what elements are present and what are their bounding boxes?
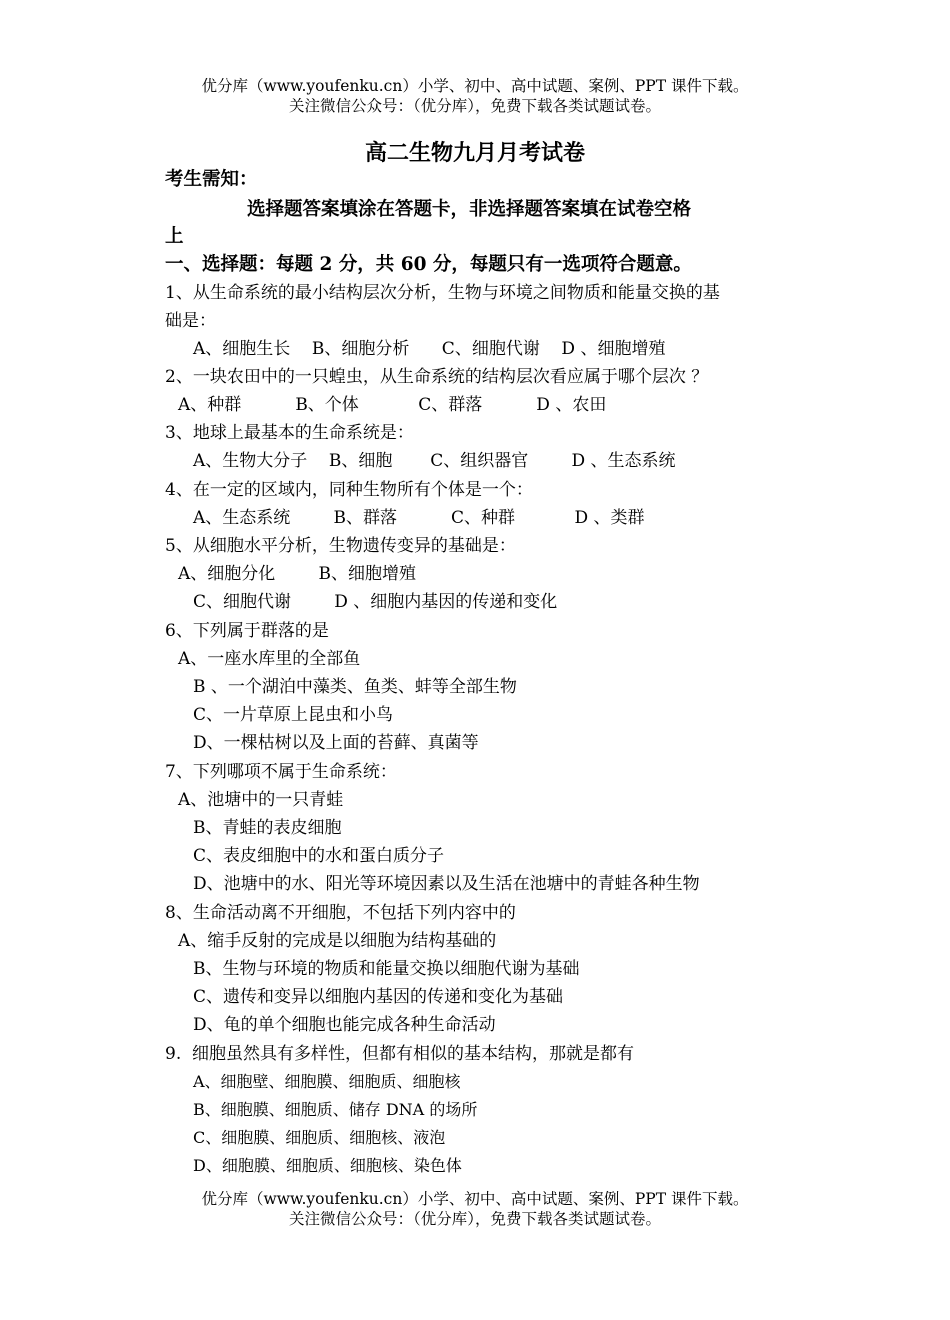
- header-line-2: 关注微信公众号：（优分库），免费下载各类试题试卷。: [288, 97, 661, 115]
- question-option: C、表皮细胞中的水和蛋白质分子: [193, 846, 445, 866]
- question-stem: 3、地球上最基本的生命系统是：: [165, 423, 414, 443]
- question-stem: 1、从生命系统的最小结构层次分析，生物与环境之间物质和能量交换的基: [165, 283, 720, 303]
- footer-line-2: 关注微信公众号：（优分库），免费下载各类试题试卷。: [288, 1210, 661, 1228]
- question-option: C、细胞代谢 D 、细胞内基因的传递和变化: [193, 592, 558, 612]
- question-option: A、一座水库里的全部鱼: [178, 649, 361, 669]
- question-options: A、生态系统 B、群落 C、种群 D 、类群: [193, 508, 645, 528]
- question-stem: 9. 细胞虽然具有多样性，但都有相似的基本结构，那就是都有: [165, 1044, 635, 1064]
- question-option: C、一片草原上昆虫和小鸟: [193, 705, 394, 725]
- question-option: B、青蛙的表皮细胞: [193, 818, 342, 838]
- question-stem: 6、下列属于群落的是: [165, 621, 329, 641]
- question-option: D、一棵枯树以及上面的苔藓、真菌等: [193, 733, 479, 753]
- question-option: B、生物与环境的物质和能量交换以细胞代谢为基础: [193, 959, 580, 979]
- question-option: D、龟的单个细胞也能完成各种生命活动: [193, 1015, 496, 1035]
- question-option: A、细胞壁、细胞膜、细胞质、细胞核: [193, 1072, 461, 1091]
- page-title: 高二生物九月月考试卷: [364, 140, 585, 166]
- section-heading: 一、选择题：每题 2 分，共 60 分，每题只有一选项符合题意。: [165, 254, 692, 275]
- notice-line-2: 上: [165, 226, 184, 247]
- question-stem: 7、下列哪项不属于生命系统：: [165, 762, 397, 782]
- notice-heading: 考生需知：: [165, 169, 258, 190]
- question-option: D、池塘中的水、阳光等环境因素以及生活在池塘中的青蛙各种生物: [193, 874, 700, 894]
- question-option: D、细胞膜、细胞质、细胞核、染色体: [193, 1156, 462, 1175]
- question-options: A、种群 B、个体 C、群落 D 、农田: [178, 395, 607, 415]
- question-stem: 8、生命活动离不开细胞，不包括下列内容中的: [165, 903, 516, 923]
- question-stem: 4、在一定的区域内，同种生物所有个体是一个：: [165, 480, 533, 500]
- question-stem: 2、一块农田中的一只蝗虫，从生命系统的结构层次看应属于哪个层次 ？: [165, 367, 709, 387]
- question-option: A、细胞分化 B、细胞增殖: [178, 564, 416, 584]
- question-option: B 、一个湖泊中藻类、鱼类、蚌等全部生物: [193, 677, 517, 697]
- notice-line-1: 选择题答案填涂在答题卡，非选择题答案填在试卷空格: [247, 199, 692, 220]
- question-option: A、池塘中的一只青蛙: [178, 790, 344, 810]
- footer-line-1: 优分库（www.youfenku.cn）小学、初中、高中试题、案例、PPT 课件下载。: [201, 1190, 749, 1208]
- question-option: C、细胞膜、细胞质、细胞核、液泡: [193, 1128, 446, 1147]
- question-option: A、缩手反射的完成是以细胞为结构基础的: [178, 931, 497, 951]
- question-option: C、遗传和变异以细胞内基因的传递和变化为基础: [193, 987, 564, 1007]
- question-options: A、细胞生长 B、细胞分析 C、细胞代谢 D 、细胞增殖: [193, 339, 666, 359]
- question-option: B、细胞膜、细胞质、储存 DNA 的场所: [193, 1100, 478, 1119]
- question-options: A、生物大分子 B、细胞 C、组织器官 D 、生态系统: [193, 451, 676, 471]
- header-line-1: 优分库（www.youfenku.cn）小学、初中、高中试题、案例、PPT 课件下载。: [201, 77, 749, 95]
- question-stem: 5、从细胞水平分析，生物遗传变异的基础是：: [165, 536, 516, 556]
- question-stem-cont: 础是：: [165, 311, 216, 331]
